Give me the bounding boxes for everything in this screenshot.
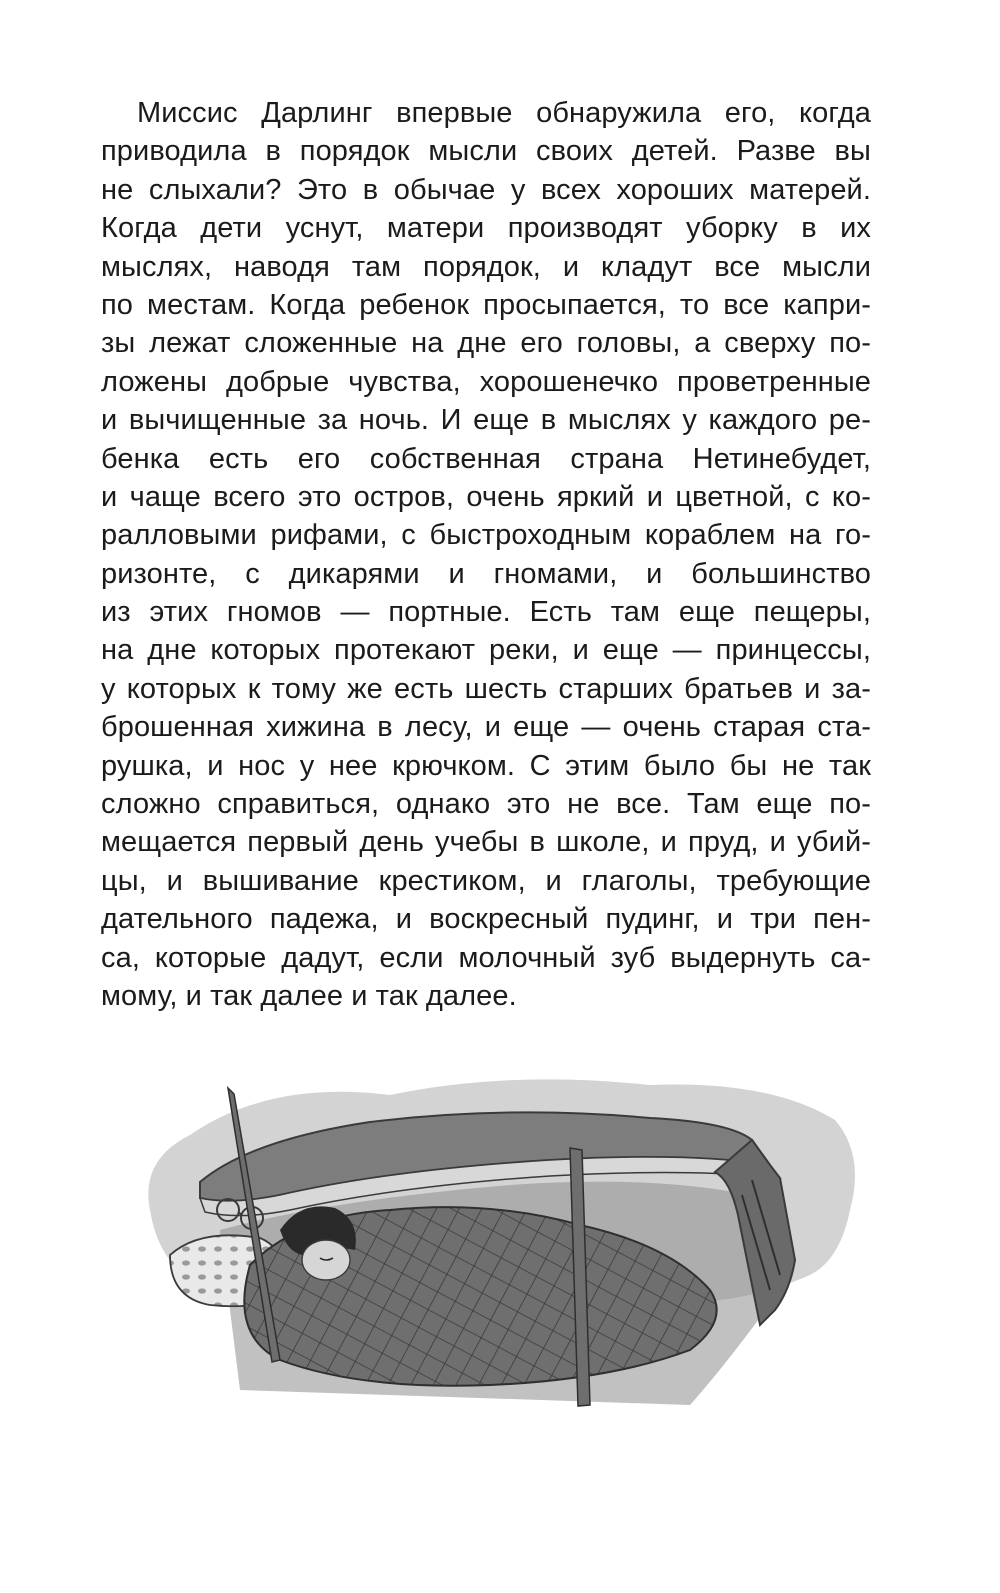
- paragraph-line: по местам. Когда ребенок просыпается, то все капри-: [101, 288, 871, 321]
- paragraph-line: цы, и вышивание крестиком, и глаголы, требующие: [101, 864, 871, 897]
- paragraph-line: и вычищенные за ночь. И еще в мыслях у каждого ре-: [101, 404, 871, 437]
- paragraph-line: рушка, и нос у нее крючком. С этим было бы не так: [101, 749, 871, 782]
- paragraph-line: мыслях, наводя там порядок, и кладут все мысли: [101, 250, 871, 283]
- paragraph-line: из этих гномов — портные. Есть там еще пещеры,: [101, 596, 871, 629]
- paragraph-line: и чаще всего это остров, очень яркий и цветной, с ко-: [101, 480, 871, 513]
- paragraph-line: приводила в порядок мысли своих детей. Разве вы: [101, 135, 871, 168]
- paragraph-line: ралловыми рифами, с быстроходным кораблем на го-: [101, 519, 871, 552]
- paragraph-line: у которых к тому же есть шесть старших братьев и за-: [101, 672, 871, 705]
- paragraph-line: Когда дети уснут, матери производят уборку в их: [101, 212, 871, 245]
- paragraph-line: са, которые дадут, если молочный зуб выдернуть са-: [101, 941, 871, 974]
- sleeping-child-illustration: [130, 1060, 870, 1430]
- paragraph-line: мещается первый день учебы в школе, и пруд, и убий-: [101, 826, 871, 859]
- paragraph-line: Миссис Дарлинг впервые обнаружила его, когда: [137, 97, 871, 129]
- paragraph: [101, 94, 871, 1015]
- paragraph-line: сложно справиться, однако это не все. Там еще по-: [101, 788, 871, 821]
- paragraph-line: дательного падежа, и воскресный пудинг, и три пен-: [101, 903, 871, 936]
- paragraph-line: на дне которых протекают реки, и еще — принцессы,: [101, 634, 871, 667]
- paragraph-line: брошенная хижина в лесу, и еще — очень старая ста-: [101, 711, 871, 744]
- paragraph-line: мому, и так далее и так далее.: [101, 979, 517, 1012]
- paragraph-line: ризонте, с дикарями и гномами, и большинство: [101, 557, 871, 590]
- paragraph-line: ложены добрые чувства, хорошенечко проветренные: [101, 365, 871, 398]
- paragraph-line: не слыхали? Это в обычае у всех хороших матерей.: [101, 173, 871, 206]
- paragraph-line: бенка есть его собственная страна Нетинебудет,: [101, 442, 871, 475]
- paragraph-line: зы лежат сложенные на дне его головы, а сверху по-: [101, 327, 871, 360]
